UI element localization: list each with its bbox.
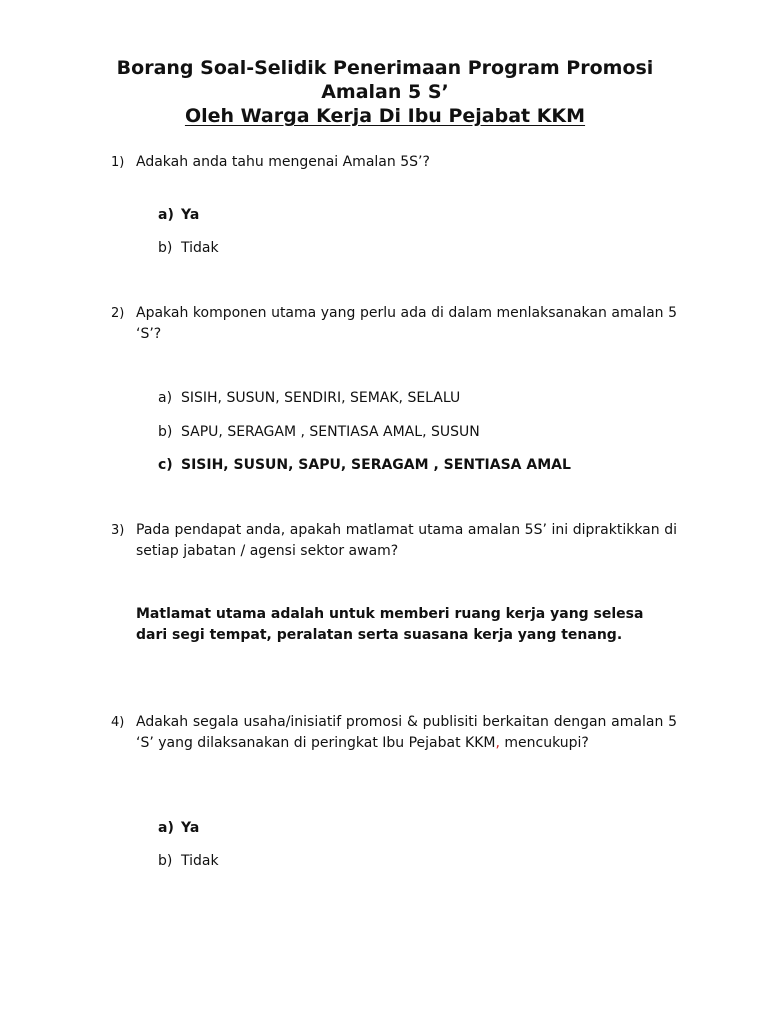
question-2-number: 2) (111, 306, 125, 321)
question-2-option-b (158, 422, 480, 442)
option-text: SISIH, SUSUN, SENDIRI, SEMAK, SELALU (181, 390, 461, 406)
option-text: SISIH, SUSUN, SAPU, SERAGAM , SENTIASA AMAL (181, 457, 571, 473)
question-1-number: 1) (111, 155, 125, 170)
question-4-option-b (158, 851, 219, 871)
option-text: Tidak (181, 853, 219, 869)
question-4-number: 4) (111, 715, 125, 730)
option-letter: b) (158, 853, 173, 869)
option-text: SAPU, SERAGAM , SENTIASA AMAL, SUSUN (181, 424, 480, 440)
question-2-option-c (158, 455, 571, 475)
option-letter: b) (158, 240, 173, 256)
question-4-text (136, 712, 677, 754)
option-letter: a) (158, 207, 174, 223)
form-title-line-2: Amalan 5 S’ (321, 81, 449, 103)
question-3-answer: Matlamat utama adalah untuk memberi ruang kerja yang selesa dari segi tempat, peralatan serta suasana kerja yang tenang. (136, 606, 644, 643)
option-text: Tidak (181, 240, 219, 256)
question-1-text: Adakah anda tahu mengenai Amalan 5S’? (136, 154, 430, 170)
question-4-red-comma: , (495, 735, 500, 751)
option-letter: a) (158, 390, 173, 406)
question-4-text-main: Adakah segala usaha/inisiatif promosi & publisiti berkaitan dengan amalan 5 ‘S’ yang dilaksanakan di peringkat Ibu Pejabat KKM (136, 714, 677, 751)
question-3-number: 3) (111, 523, 125, 538)
question-1-option-a (158, 205, 199, 225)
question-4-text-end: mencukupi? (499, 735, 589, 751)
form-subtitle: Oleh Warga Kerja Di Ibu Pejabat KKM (184, 105, 586, 127)
question-3-text: Pada pendapat anda, apakah matlamat utama amalan 5S’ ini dipraktikkan di setiap jabatan / agensi sektor awam? (136, 522, 677, 559)
option-letter: b) (158, 424, 173, 440)
form-title-line-1: Borang Soal-Selidik Penerimaan Program Promosi (116, 57, 654, 79)
question-1-option-b (158, 238, 219, 258)
option-letter: c) (158, 457, 173, 473)
option-letter: a) (158, 820, 174, 836)
question-4-option-a (158, 818, 199, 838)
question-2-option-a (158, 388, 460, 408)
question-2-text: Apakah komponen utama yang perlu ada di dalam menlaksanakan amalan 5 ‘S’? (136, 305, 677, 342)
option-text: Ya (181, 207, 200, 223)
option-text: Ya (181, 820, 200, 836)
